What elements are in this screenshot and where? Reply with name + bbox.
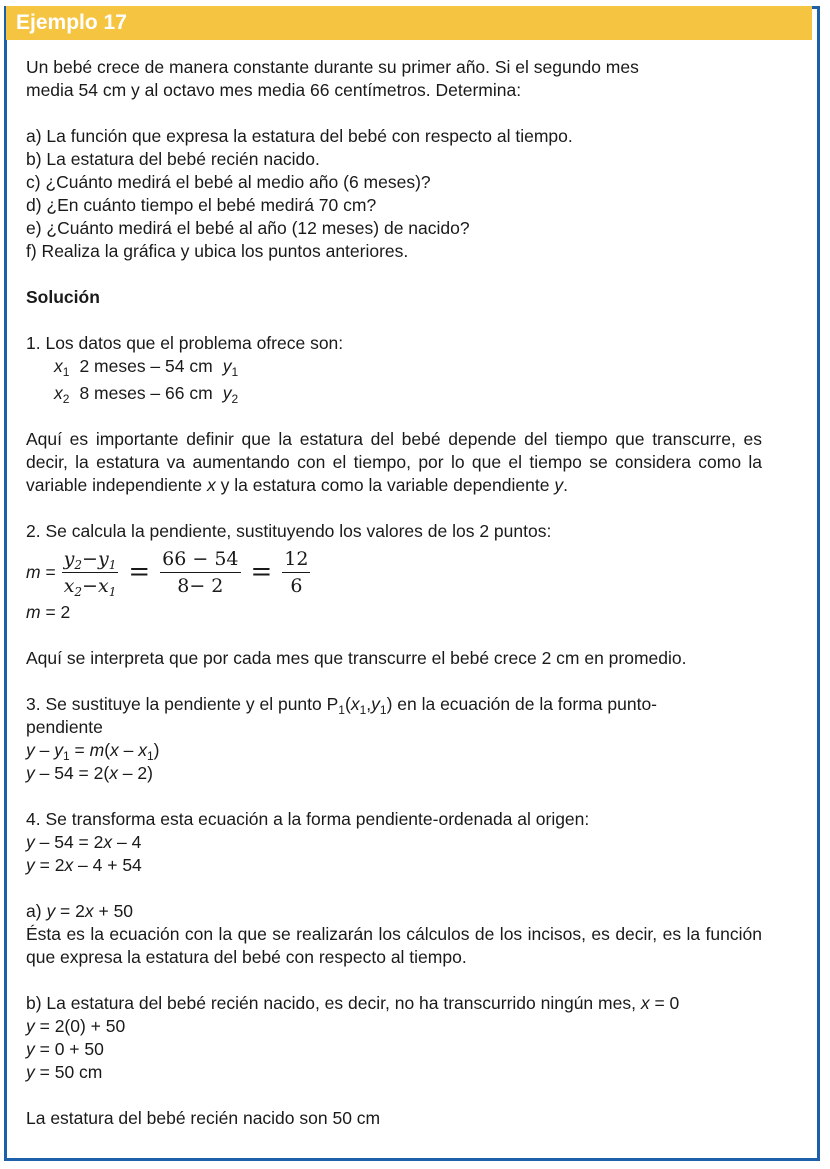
- question-b: b) La estatura del bebé recién nacido.: [26, 149, 320, 169]
- data-row-1: $x_1$ 2 meses – 54 cm $y_1$: [54, 356, 239, 379]
- example-content: [26, 56, 762, 1130]
- question-f: f) Realiza la gráfica y ubica los puntos anteriores.: [26, 241, 409, 261]
- question-c: c) ¿Cuánto medirá el bebé al medio año (6 meses)?: [26, 172, 431, 192]
- solution-heading: Solución: [26, 287, 100, 307]
- example-title: Ejemplo 17: [16, 11, 127, 34]
- answer-b-final: La estatura del bebé recién nacido son 50 cm: [26, 1108, 381, 1128]
- step1-text: 1. Los datos que el problema ofrece son:: [26, 333, 344, 353]
- data-row-2: $x_2$ 8 meses – 66 cm $y_2$: [54, 383, 239, 406]
- para-variables: Aquí es importante definir que la estatura del bebé depende del tiempo que transcurre, es decir, la estatura va aumentando con el tiempo, por lo que el tiempo se considera como la variable independiente x y la estatura como la variable dependiente y.: [26, 429, 762, 495]
- example-header: [6, 6, 812, 40]
- slope-fraction-symbolic: $\frac{y_2-y_1}{x_2-x_1}$: [63, 547, 117, 599]
- answer-b-step1: y = 2(0) + 50: [26, 1016, 126, 1036]
- point-slope-eq: $y - y_1 = m(x - x_1)$: [26, 740, 160, 763]
- answer-b-step2: y = 0 + 50: [26, 1039, 104, 1059]
- question-e: e) ¿Cuánto medirá el bebé al año (12 meses) de nacido?: [26, 218, 470, 238]
- para-interpretation: Aquí se interpreta que por cada mes que transcurre el bebé crece 2 cm en promedio.: [26, 648, 687, 668]
- question-d: d) ¿En cuánto tiempo el bebé medirá 70 cm?: [26, 195, 377, 215]
- question-a: a) La función que expresa la estatura del bebé con respecto al tiempo.: [26, 126, 573, 146]
- point-slope-sub: y – 54 = 2(x – 2): [26, 763, 153, 783]
- answer-b-text: b) La estatura del bebé recién nacido, es decir, no ha transcurrido ningún mes, x = 0: [26, 993, 680, 1013]
- slope-formula: m = $\frac{y_2-y_1}{x_2-x_1}$ = $\frac{66 - 54}{8- 2}$ = $\frac{12}{6}$: [26, 547, 309, 599]
- step3-text: 3. Se sustituye la pendiente y el punto $P_1(x_1,y_1)$ en la ecuación de la forma punto-: [26, 694, 658, 717]
- slope-fraction-result: $\frac{12}{6}$: [284, 547, 309, 597]
- intro-line: Un bebé crece de manera constante durante su primer año. Si el segundo mes: [26, 57, 639, 77]
- answer-a-text: Ésta es la ecuación con la que se realizarán los cálculos de los incisos, es decir, es la función que expresa la estatura del bebé con respecto al tiempo.: [26, 924, 762, 967]
- slope-intercept-2: y = 2x – 4 + 54: [26, 855, 142, 875]
- slope-fraction-values: $\frac{66 - 54}{8- 2}$: [162, 547, 239, 597]
- answer-a-equation: a) y = 2x + 50: [26, 901, 134, 921]
- step3-text-cont: pendiente: [26, 717, 103, 737]
- answer-b-step3: y = 50 cm: [26, 1062, 103, 1082]
- step2-text: 2. Se calcula la pendiente, sustituyendo los valores de los 2 puntos:: [26, 521, 552, 541]
- intro-line: media 54 cm y al octavo mes media 66 centímetros. Determina:: [26, 80, 522, 100]
- slope-result: m = 2: [26, 602, 71, 622]
- step4-text: 4. Se transforma esta ecuación a la forma pendiente-ordenada al origen:: [26, 809, 590, 829]
- slope-intercept-1: y – 54 = 2x – 4: [26, 832, 142, 852]
